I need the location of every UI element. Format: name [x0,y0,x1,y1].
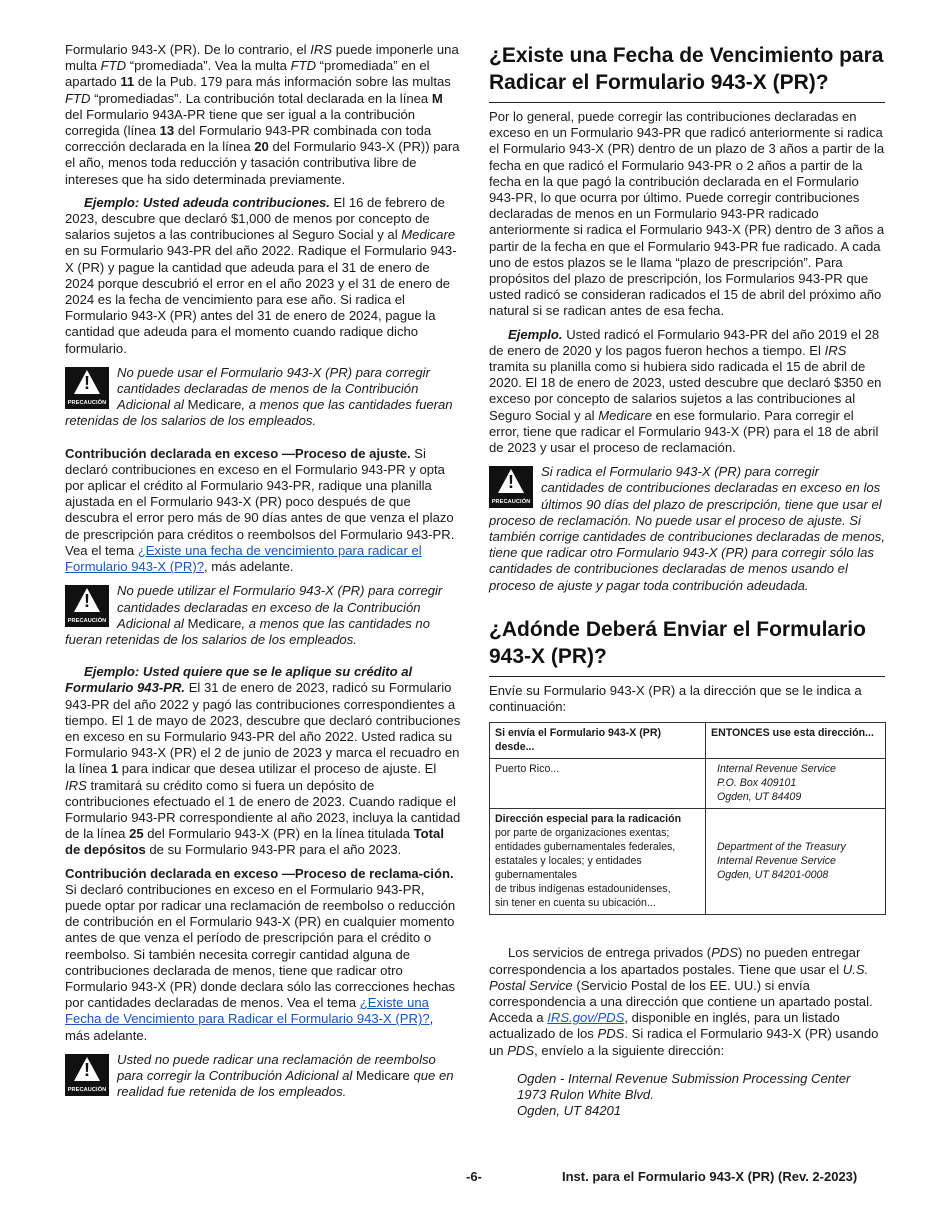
footer-title: Inst. para el Formulario 943-X (PR) (Rev. 2-2023) [562,1169,858,1184]
table-row [490,759,886,809]
caution-icon: ! PRECAUCIÓN [65,1054,109,1096]
caution-note: ! PRECAUCIÓN Usted no puede radicar una reclamación de reembolso para corregir la Contribución Adicional al Medicare que en realidad fue retenida de los empleados. [65,1052,461,1102]
caution-icon: ! PRECAUCIÓN [65,367,109,409]
example-paragraph: Ejemplo: Usted adeuda contribuciones. El 16 de febrero de 2023, descubre que declaró $1,000 de menos por concepto de salarios sujetos a las contribuciones al Seguro Social y al Medicare en su Formulario 943-PR del año 2022. Radique el Formulario 943-X (PR) y pague la cantidad que adeuda para el 31 de enero de 2024 porque descubrió el error en el año 2023 y el 31 de enero de 2024 es la fecha de vencimiento para ese año. Si radica el Formulario 943-X (PR) antes del 31 de enero de 2024, pague la cantidad que adeuda para el momento cuando radique dicho formulario. [65,194,457,356]
table-cell: Internal Revenue Service P.O. Box 409101 Ogden, UT 84409 [706,759,886,809]
section-heading: ¿Adónde Deberá Enviar el Formulario 943-X (PR)? [489,616,885,677]
adjustment-paragraph: Contribución declarada en exceso —Proceso de ajuste. Si declaró contribuciones en exceso en el Formulario 943-PR y opta por aplicar el crédito al Formulario 943-PR, radique una planilla ajustada en el Formulario 943-X (PR) poco después de que descubra el error pero más de 90 días antes de que venza el plazo de prescripción para créditos o reembolsos del Formulario 943-PR. Vea el tema ¿Existe una fecha de vencimiento para radicar el Formulario 943-X (PR)?, más adelante. [65,445,455,575]
right-column [489,42,885,1119]
mailing-address: Ogden - Internal Revenue Submission Processing Center 1973 Rulon White Blvd. Ogden, UT 84201 [517,1070,851,1119]
section-heading: ¿Existe una Fecha de Vencimiento para Radicar el Formulario 943-X (PR)? [489,42,885,103]
caution-note: ! PRECAUCIÓN No puede usar el Formulario 943-X (PR) para corregir cantidades declaradas de menos de la Contribución Adicional al Medicare, a menos que las cantidades fueran retenidas de los salarios de los empleados. [65,364,453,429]
caution-note: ! PRECAUCIÓN Si radica el Formulario 943-X (PR) para corregir cantidades de contribuciones declaradas en exceso en los últimos 90 días del plazo de prescripción, tiene que usar el proceso de reclamación. No puede usar el proceso de ajuste. Si también corrige cantidades de contribuciones declaradas de menos, tiene que radicar otro Formulario 943-X (PR) para corregir sólo las cantidades de contribuciones declaradas de menos usando el proceso de ajuste y pagar toda contribución adeudada. [489,464,885,593]
due-date-link[interactable]: ¿Existe una fecha de vencimiento para radicar el Formulario 943-X (PR)? [65,542,422,575]
paragraph: Envíe su Formulario 943-X (PR) a la dirección que se le indica a continuación: [489,682,862,715]
example-paragraph: Ejemplo. Usted radicó el Formulario 943-PR del año 2019 el 28 de enero de 2020 y los pagos fueron hechos a tiempo. El IRS tramita su planilla como si hubiera sido radicada el 15 de abril de 2020. El 18 de enero de 2023, usted descubre que declaró $350 en exceso por concepto de salarios sujetos a las contribuciones al Seguro Social y al Medicare en ese formulario. Para corregir el error, tiene que radicar el Formulario 943-X (PR) para el 18 de abril de 2023 y usar el proceso de reclamación. [489,326,882,456]
table-cell: Department of the Treasury Internal Revenue Service Ogden, UT 84201-0008 [706,809,886,915]
left-column [65,42,461,1118]
caution-note: ! PRECAUCIÓN No puede utilizar el Formulario 943-X (PR) para corregir cantidades declaradas en exceso de la Contribución Adicional al Medicare, a menos que las cantidades no fueran retenidas de los salarios de los empleados. [65,583,443,647]
paragraph: Formulario 943-X (PR). De lo contrario, el IRS puede imponerle una multa FTD “promediada”. Vea la multa FTD “promediada” en el apartado 11 de la Pub. 179 para más información sobre las multas FTD “promediadas”. La contribución total declarada en la línea M del Formulario 943A-PR tiene que ser igual a la contribución corregida (línea 13 del Formulario 943-PR combinada con toda corrección declarada en la línea 20 del Formulario 943-X (PR)) para el año, menos toda reducción y tasación contributiva libre de intereses que ha sido determinada previamente. [65,42,460,187]
irs-pds-link[interactable]: IRS.gov/PDS [547,1010,625,1026]
table-header-row [490,723,886,759]
table-row [490,809,886,915]
table-header: ENTONCES use esta dirección... [706,723,886,759]
caution-icon: ! PRECAUCIÓN [65,585,109,627]
caution-icon: ! PRECAUCIÓN [489,466,533,508]
due-date-link[interactable]: ¿Existe una Fecha de Vencimiento para Radicar el Formulario 943-X (PR)? [65,995,430,1027]
page-number: -6- [466,1169,482,1184]
address-table [489,722,886,915]
example-paragraph: Ejemplo: Usted quiere que se le aplique su crédito al Formulario 943-PR. El 31 de enero de 2023, radicó su Formulario 943-PR del año 2022 y pagó las contribuciones correspondientes a tiempo. El 1 de mayo de 2023, descubre que declaró contribuciones en exceso en su Formulario 943-PR del año 2022. Usted radica su Formulario 943-X (PR) el 2 de junio de 2023 y marca el recuadro en la línea 1 para indicar que desea utilizar el proceso de ajuste. El IRS tramitará su crédito como si fuera un depósito de contribuciones efectuado el 1 de enero de 2023. Cuando radique el Formulario 943-PR correspondiente al año 2023, incluya la cantidad de la línea 25 del Formulario 943-X (PR) en la línea titulada Total de depósitos de su Formulario 943-PR para el año 2023. [65,664,461,858]
table-header: Si envía el Formulario 943-X (PR) desde... [490,723,706,759]
claim-paragraph: Contribución declarada en exceso —Proceso de reclama-ción. Si declaró contribuciones en exceso en el Formulario 943-PR, puede optar por radicar una reclamación de reembolso o reducción de contribución en el Formulario 943-X (PR) en cualquier momento antes de que venza el período de prescripción para el crédito o reembolso. Si también necesita corregir cantidad alguna de contribuciones declarada de menos, tiene que radicar otro Formulario 943-X (PR) donde declara sólo las correcciones hechas por cantidades declaradas de menos. Vea el tema ¿Existe una Fecha de Vencimiento para Radicar el Formulario 943-X (PR)?, más adelante. [65,865,456,1043]
table-cell: Dirección especial para la radicación por parte de organizaciones exentas; entidades gubernamentales federales, estatales y locales; y entidades gubernamentales de tribus indígenas estadounidenses, sin tener en cuenta su ubicación... [490,809,706,915]
pds-paragraph: Los servicios de entrega privados (PDS) no pueden entregar correspondencia a los apartados postales. Tiene que usar el U.S. Postal Service (Servicio Postal de los EE. UU.) si envía correspondencia a una dirección que contiene un apartado postal. Acceda a IRS.gov/PDS, disponible en inglés, para un listado actualizado de los PDS. Si radica el Formulario 943-X (PR) usando un PDS, envíelo a la siguiente dirección: [489,945,879,1058]
table-cell: Puerto Rico... [490,759,706,809]
paragraph: Por lo general, puede corregir las contribuciones declaradas en exceso en un Formulario 943-PR que radicó anteriormente si radica el Formulario 943-X (PR) dentro de un plazo de 3 años a partir de la fecha en que radicó el Formulario 943-PR o 2 años a partir de la fecha en la que pagó la contribución declarada en el Formulario 943-PR, lo que ocurra por último. Puede corregir contribuciones declaradas de menos en un Formulario 943-PR radicado anteriormente si radica el Formulario 943-X (PR) dentro de 3 años a partir de la fecha en que el Formulario 943-PR fue radicado. A cada uno de estos plazos se le llama “plazo de prescripción”. Para propósitos del plazo de prescripción, los Formularios 943-PR que usted radicó se consideran radicados el 15 de abril del próximo año natural si se radican antes de esa fecha. [489,109,885,319]
